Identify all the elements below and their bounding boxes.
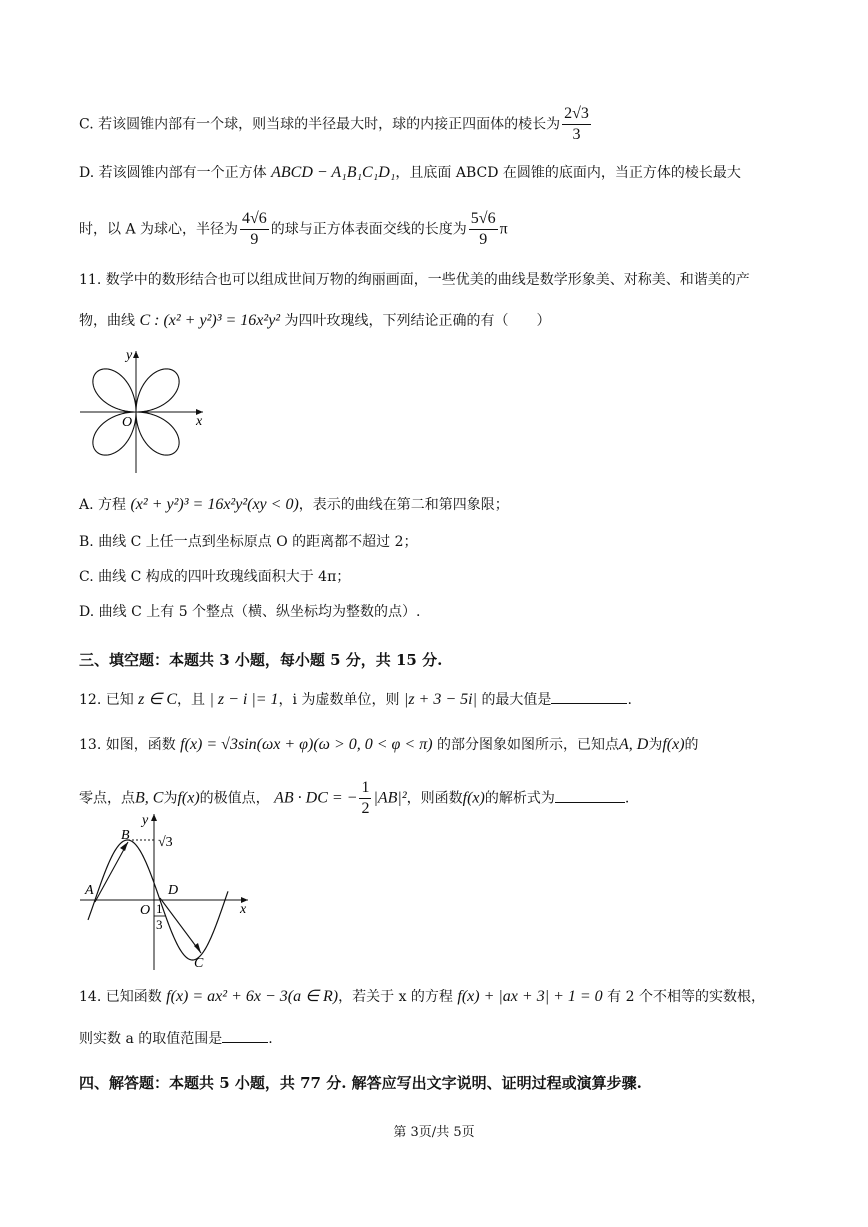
y-label: y (142, 813, 149, 828)
text: ，i 为虚数单位，则 (278, 692, 400, 708)
text: 12. 已知 (79, 692, 134, 708)
fraction: $\frac{4√6}{9}$ (242, 210, 267, 248)
q11-option-d: D. 曲线 C 上有 5 个整点（横、纵坐标均为整数的点）. (79, 604, 421, 620)
point-c-label: C (194, 956, 204, 971)
q10-option-c (79, 104, 593, 145)
text: 14. 已知函数 (79, 989, 162, 1005)
text: 零点，点 (79, 790, 135, 807)
answer-blank[interactable] (222, 1028, 268, 1043)
point-a-label: A (85, 883, 94, 898)
math: |z + 3 − 5i| (403, 691, 477, 708)
origin-label: O (140, 903, 151, 918)
math-cube: ABCD − A₁B₁C₁D₁ (271, 164, 396, 181)
y-label: y (126, 348, 133, 363)
zero-frac-num: 1 (156, 901, 163, 916)
answer-blank[interactable] (555, 788, 625, 803)
text: 13. 如图，函数 (79, 737, 176, 753)
text: . (627, 692, 632, 708)
text: 为四叶玫瑰线，下列结论正确的有（ ） (284, 313, 551, 329)
math: |AB|² (373, 789, 407, 807)
q13-line1 (79, 735, 699, 755)
q14-line2 (79, 1028, 273, 1049)
page-footer: 第 3页/共 5页 (393, 1125, 475, 1140)
text: 为 (648, 737, 663, 753)
q14-line1 (79, 987, 765, 1007)
math: f(x) (177, 789, 200, 807)
q11-option-b: B. 曲线 C 上任一点到坐标原点 O 的距离都不超过 2； (79, 534, 418, 550)
x-label: x (240, 902, 247, 917)
origin-label: O (122, 415, 133, 430)
text: . (624, 790, 630, 807)
sine-wave-figure (78, 810, 253, 975)
y-arrow (133, 351, 139, 358)
math: f(x) (662, 736, 685, 753)
q11-option-c: C. 曲线 C 构成的四叶玫瑰线面积大于 4π； (79, 569, 351, 585)
text: 的解析式为 (484, 790, 555, 807)
text: 的 (684, 737, 699, 753)
math: B, C (135, 789, 164, 807)
math: f(x) (462, 789, 485, 807)
text: ，且底面 ABCD 在圆锥的底面内，当正方体的棱长最大 (395, 165, 741, 181)
text: ，若关于 x 的方程 (338, 989, 453, 1005)
q10-option-d-line2 (79, 209, 508, 250)
text: 时，以 A 为球心，半径为 (79, 221, 239, 238)
text: ，表示的曲线在第二和第四象限； (298, 497, 509, 513)
vector-ab (95, 842, 128, 902)
zero-frac-den: 3 (156, 917, 163, 932)
q12 (79, 689, 632, 710)
q10-option-d-line1 (79, 163, 741, 183)
text: 的极值点， (199, 790, 270, 807)
math-vector: AB · DC = − (274, 789, 358, 807)
text: 的最大值是 (481, 692, 552, 708)
q10-option-c-text: C. 若该圆锥内部有一个球，则当球的半径最大时，球的内接正四面体的棱长为 (79, 116, 561, 133)
text: ，则函数 (406, 790, 463, 807)
pi: π (499, 220, 508, 238)
text: D. 若该圆锥内部有一个正方体 (79, 165, 267, 181)
section3-title: 三、填空题：本题共 3 小题，每小题 5 分，共 15 分. (79, 651, 443, 669)
y-arrow (151, 814, 157, 821)
fraction: $\frac{1}{2}$ (361, 779, 370, 817)
text: 为 (163, 790, 178, 807)
math: f(x) = √3sin(ωx + φ)(ω > 0, 0 < φ < π) (180, 736, 433, 753)
point-d-label: D (168, 883, 179, 898)
math: A, D (619, 736, 649, 753)
answer-blank[interactable] (551, 689, 627, 704)
text: 有 2 个不相等的实数根， (607, 989, 765, 1005)
q11-line2 (79, 311, 551, 331)
fraction: $\frac{5√6}{9}$ (470, 210, 496, 248)
q11-option-a (79, 495, 509, 515)
peak-label: √3 (158, 835, 173, 850)
math: f(x) + |ax + 3| + 1 = 0 (457, 988, 603, 1005)
text: A. 方程 (79, 497, 127, 513)
vector-dc (160, 898, 201, 953)
x-label: x (196, 414, 203, 429)
point-b-label: B (121, 828, 130, 843)
text: 的部分图象如图所示，已知点 (437, 737, 619, 753)
q11-line1: 11. 数学中的数形结合也可以组成世间万物的绚丽画面，一些优美的曲线是数学形象美、对称美、和谐美的产 (79, 272, 750, 288)
four-leaf-rose-figure (78, 345, 213, 475)
math: | z − i |= 1 (209, 691, 279, 708)
math: z ∈ C (138, 691, 178, 708)
math: f(x) = ax² + 6x − 3(a ∈ R) (166, 988, 339, 1005)
text: 的球与正方体表面交线的长度为 (270, 221, 467, 238)
text: . (268, 1031, 273, 1047)
math-equation: C : (x² + y²)³ = 16x²y² (139, 312, 281, 329)
text: ，且 (177, 692, 206, 708)
text: 物，曲线 (79, 313, 135, 329)
text: 则实数 a 的取值范围是 (79, 1031, 223, 1047)
fraction: $\frac{2√3}{3}$ (564, 105, 589, 143)
math-equation: (x² + y²)³ = 16x²y²(xy < 0) (130, 496, 299, 513)
section4-title: 四、解答题：本题共 5 小题，共 77 分. 解答应写出文字说明、证明过程或演算步骤. (79, 1074, 642, 1092)
